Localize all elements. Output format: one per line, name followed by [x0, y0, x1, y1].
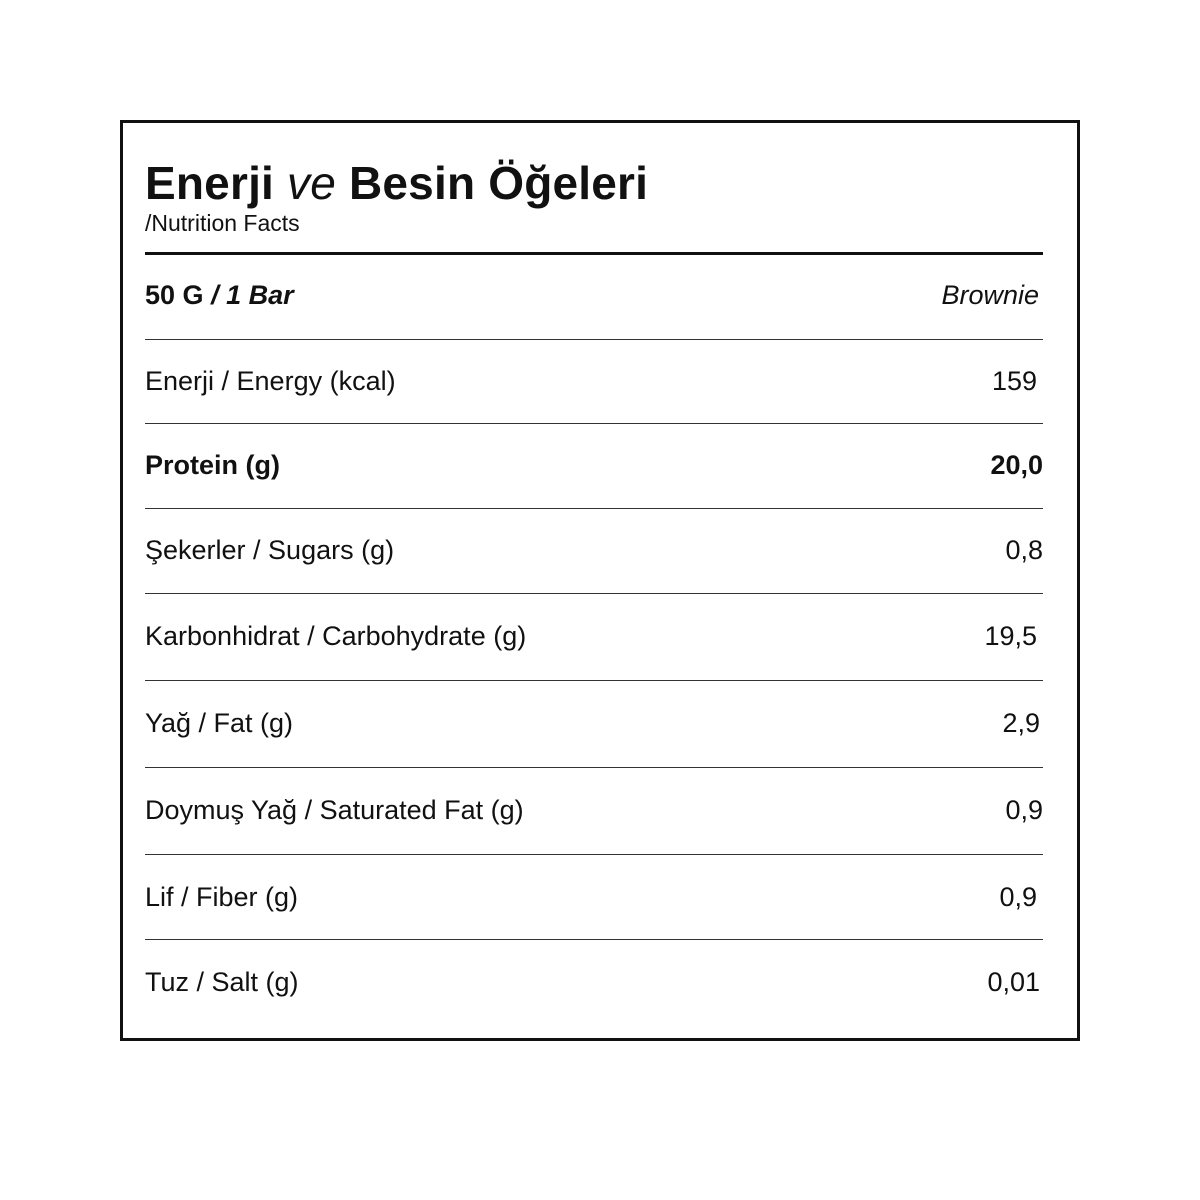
nutrient-row-carbohydrate: [145, 616, 1043, 656]
serving-unit: / 1 Bar: [211, 280, 294, 310]
nutrient-row-sugars: [145, 530, 1043, 570]
page-title: [145, 157, 648, 209]
nutrient-row-salt: [145, 962, 1043, 1002]
nutrient-value: 0,9: [999, 882, 1037, 912]
serving-amount: 50 G: [145, 280, 204, 310]
row-divider: [145, 767, 1043, 768]
serving-size: [145, 275, 294, 315]
subtitle: /Nutrition Facts: [145, 210, 300, 236]
row-divider: [145, 508, 1043, 509]
nutrient-row-protein: [145, 445, 1043, 485]
header-divider: [145, 252, 1043, 255]
row-divider: [145, 423, 1043, 424]
title-word-ve: ve: [287, 157, 336, 209]
nutrient-label: Tuz / Salt (g): [145, 967, 299, 997]
nutrient-label: Protein (g): [145, 450, 280, 480]
nutrient-row-fat: [145, 703, 1043, 743]
nutrient-label: Enerji / Energy (kcal): [145, 366, 396, 396]
title-word-besin-ogeleri: Besin Öğeleri: [348, 157, 649, 209]
product-name: Brownie: [941, 280, 1039, 310]
nutrient-label: Şekerler / Sugars (g): [145, 535, 395, 565]
nutrient-row-fiber: [145, 877, 1043, 917]
nutrient-value: 0,9: [1005, 795, 1043, 825]
serving-row: [145, 275, 1043, 315]
nutrition-facts-panel: [120, 120, 1080, 1041]
row-divider: [145, 593, 1043, 594]
nutrient-value: 159: [991, 366, 1037, 396]
row-divider: [145, 939, 1043, 940]
nutrient-label: Doymuş Yağ / Saturated Fat (g): [145, 795, 524, 825]
nutrient-label: Karbonhidrat / Carbohydrate (g): [145, 621, 527, 651]
nutrient-value: 19,5: [984, 621, 1037, 651]
row-divider: [145, 680, 1043, 681]
nutrient-label: Yağ / Fat (g): [145, 708, 294, 738]
nutrient-value: 0,01: [987, 967, 1040, 997]
nutrient-value: 0,8: [1005, 535, 1043, 565]
title-word-enerji: Enerji: [145, 157, 275, 209]
row-divider: [145, 854, 1043, 855]
nutrient-row-saturated-fat: [145, 790, 1043, 830]
nutrient-row-energy: [145, 361, 1043, 401]
nutrient-label: Lif / Fiber (g): [145, 882, 299, 912]
row-divider: [145, 339, 1043, 340]
nutrient-value: 20,0: [990, 450, 1043, 480]
nutrient-value: 2,9: [1002, 708, 1040, 738]
